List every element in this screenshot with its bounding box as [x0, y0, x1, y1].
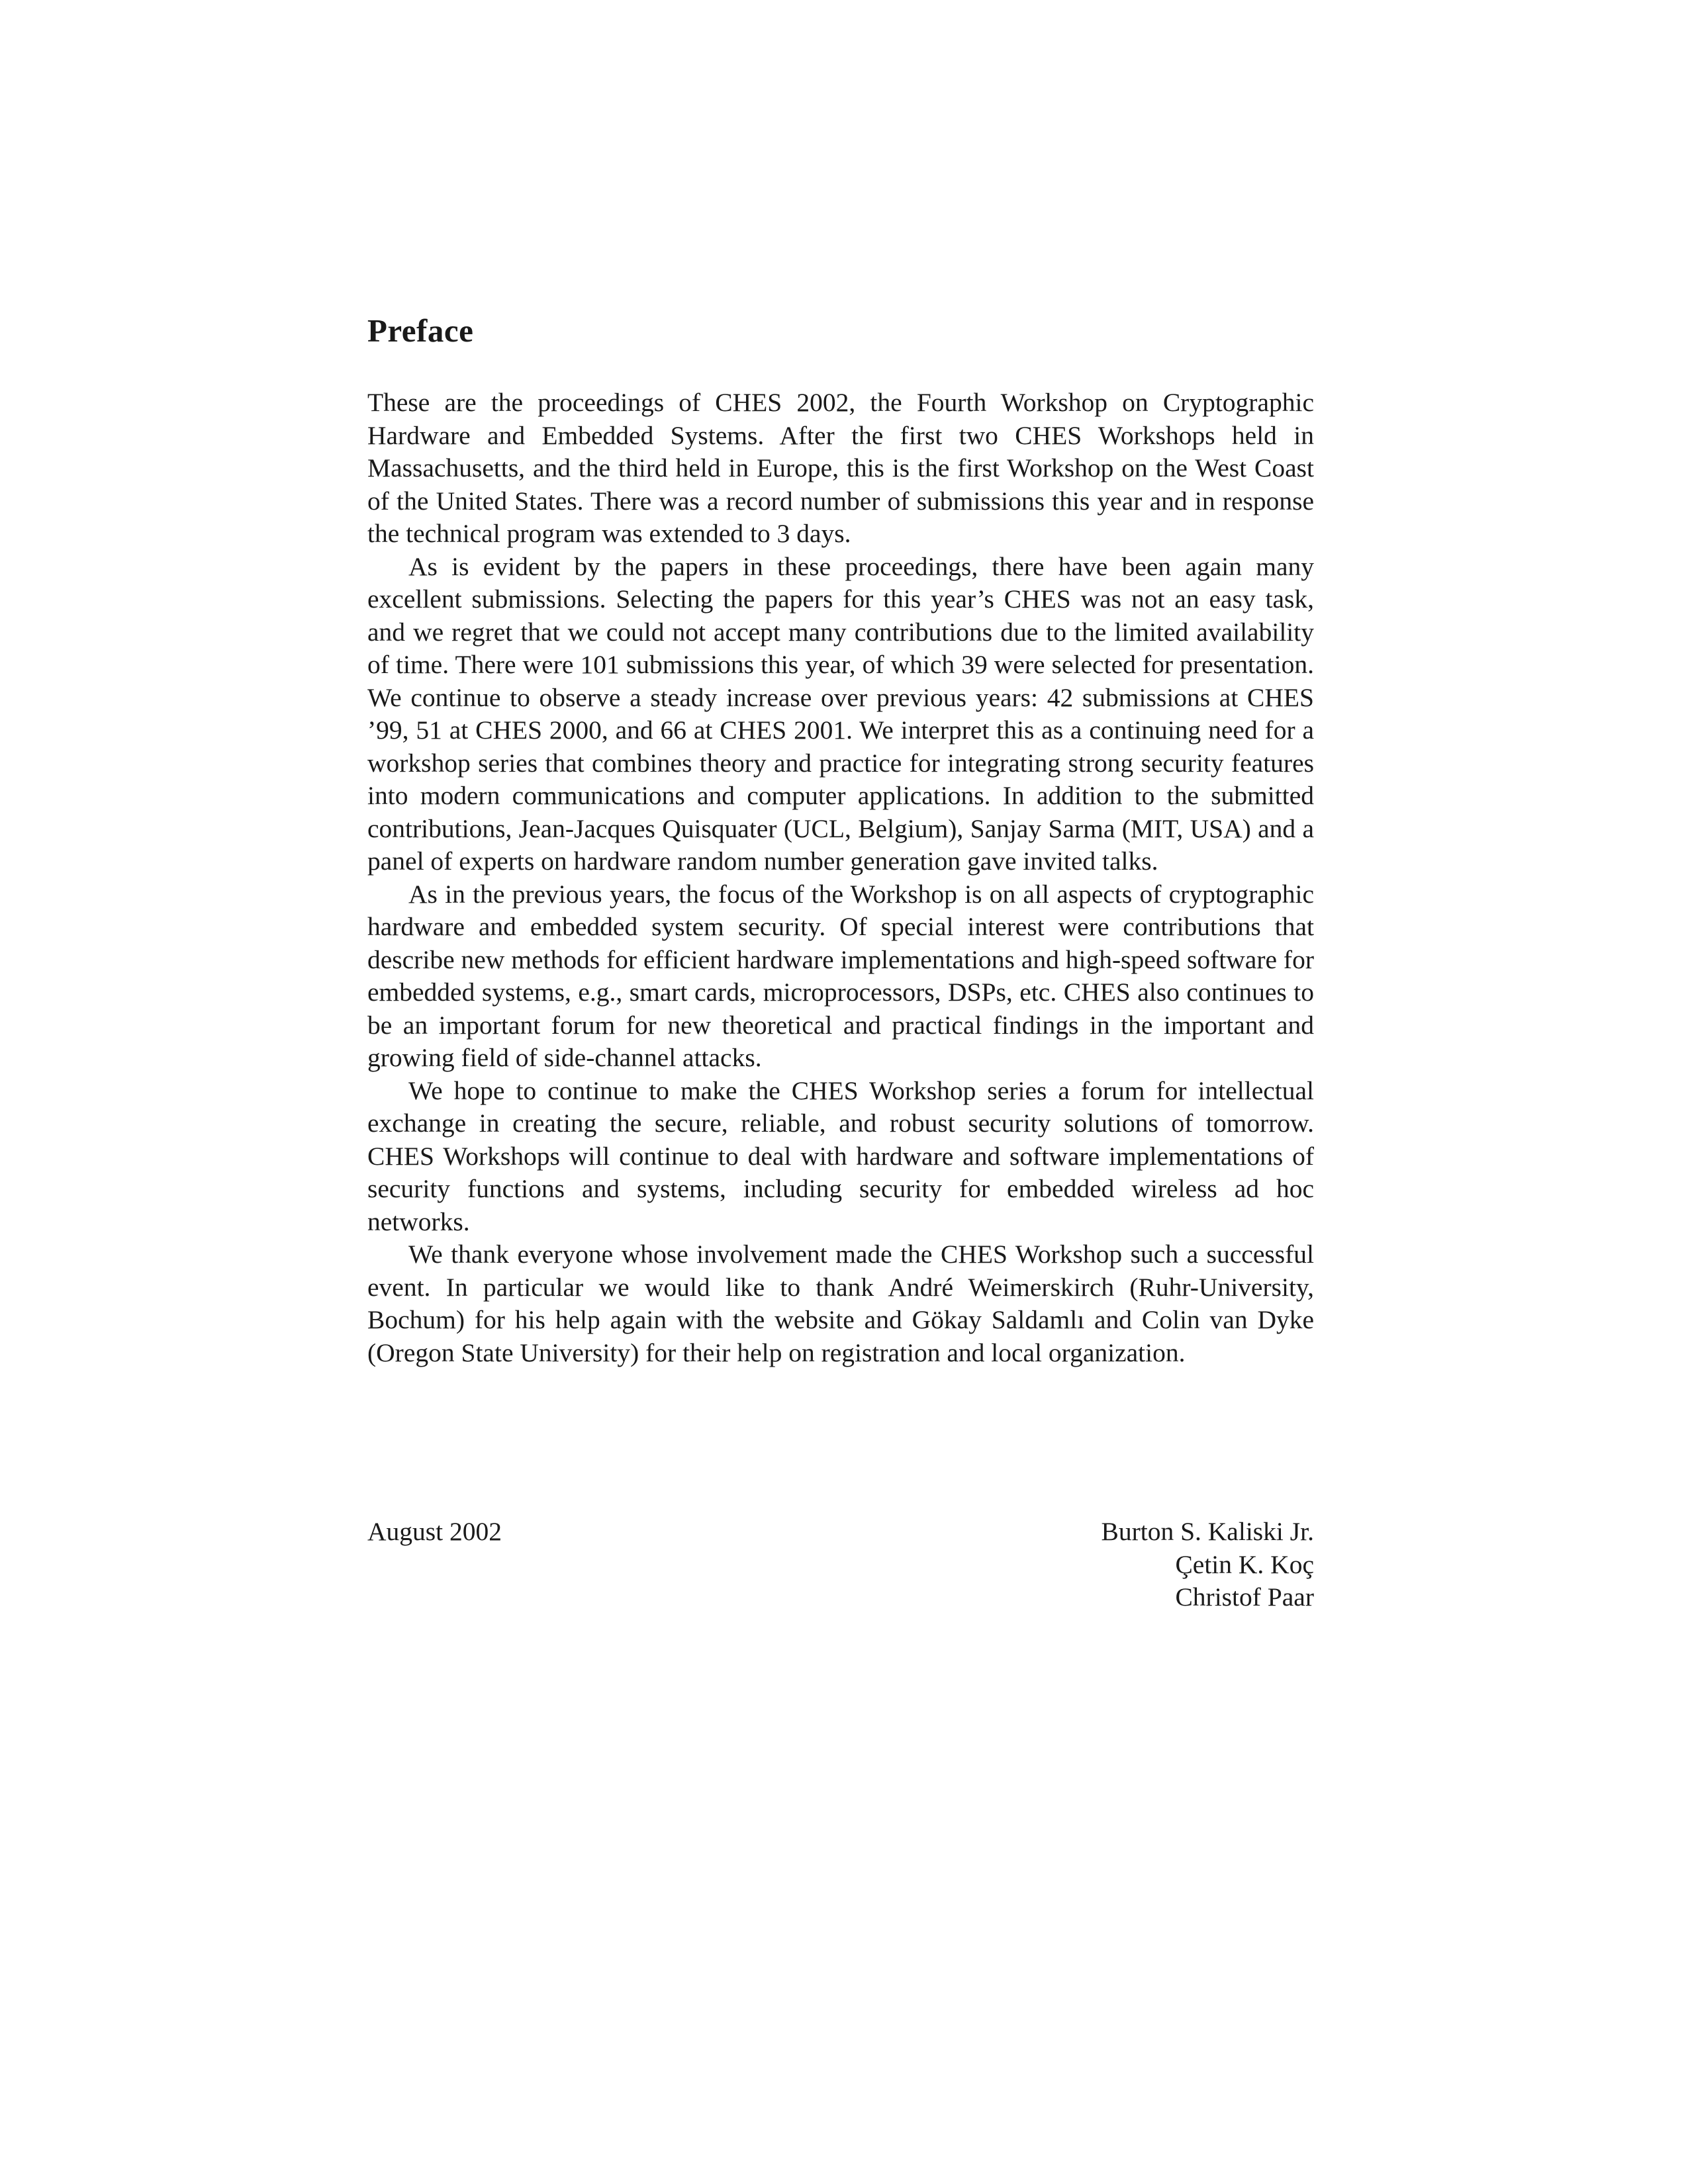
- author-name: Çetin K. Koç: [1175, 1549, 1314, 1579]
- paragraph-1: These are the proceedings of CHES 2002, the Fourth Workshop on Cryptographic Hardware and Embedded Systems. After the first two CHES Workshops held in Massachusetts, and the third held in Europe, this is the first Workshop on the West Coast of the United States. There was a record number of submissions this year and in response the technical program was extended to 3 days.: [367, 388, 1314, 548]
- page-title: Preface: [367, 312, 474, 349]
- author-list: [1101, 1516, 1314, 1614]
- preface-body: [367, 311, 1314, 1369]
- paragraph-4: We hope to continue to make the CHES Workshop series a forum for intellectual exchange in creating the secure, reliable, and robust security solutions of tomorrow. CHES Workshops will continue to deal with hardware and software implementations of security functions and systems, including security for embedded wireless ad hoc networks.: [367, 1075, 1314, 1236]
- paragraph-3: As in the previous years, the focus of the Workshop is on all aspects of cryptographic hardware and embedded system security. Of special interest were contributions that describe new methods for efficient hardware implementations and high-speed software for embedded systems, e.g., smart cards, microprocessors, DSPs, etc. CHES also continues to be an important forum for new theoretical and practical findings in the important and growing field of side-channel attacks.: [367, 879, 1314, 1072]
- author-name: Christof Paar: [1175, 1582, 1314, 1612]
- author-name: Burton S. Kaliski Jr.: [1101, 1517, 1314, 1546]
- paragraph-2: As is evident by the papers in these proceedings, there have been again many excellent submissions. Selecting the papers for this year’s CHES was not an easy task, and we regret that we could not accept many contributions due to the limited availability of time. There were 101 submissions this year, of which 39 were selected for presentation. We continue to observe a steady increase over previous years: 42 submissions at CHES ’99, 51 at CHES 2000, and 66 at CHES 2001. We interpret this as a continuing need for a workshop series that combines theory and practice for integrating strong security features into modern communications and computer applications. In addition to the submitted contributions, Jean-Jacques Quisquater (UCL, Belgium), Sanjay Sarma (MIT, USA) and a panel of experts on hardware random number generation gave invited talks.: [367, 551, 1314, 876]
- paragraph-5: We thank everyone whose involvement made the CHES Workshop such a successful event. In particular we would like to thank André Weimerskirch (Ruhr-University, Bochum) for his help again with the website and Gökay Saldamlı and Colin van Dyke (Oregon State University) for their help on registration and local organization.: [367, 1240, 1314, 1367]
- date: August 2002: [367, 1517, 502, 1546]
